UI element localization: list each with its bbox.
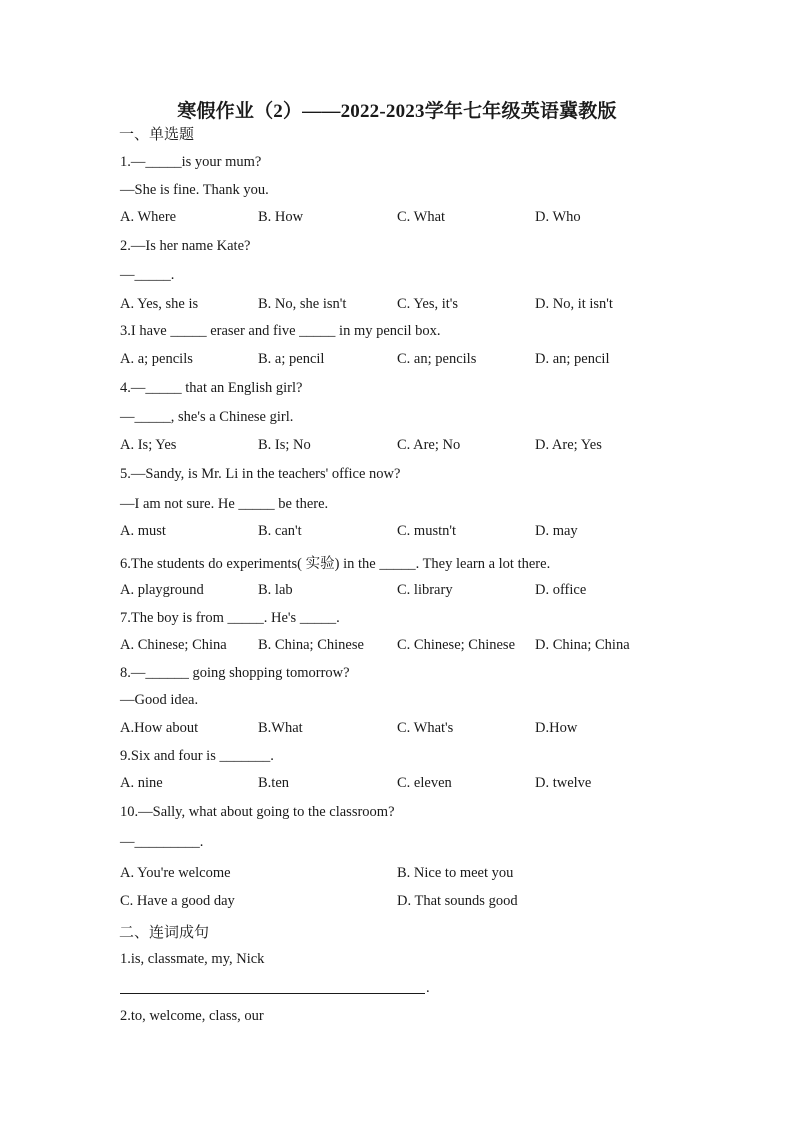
question-3-line-1: 3.I have _____ eraser and five _____ in my pencil box. (120, 323, 441, 339)
question-10-option-c[interactable]: C. Have a good day (120, 893, 235, 909)
question-5-option-a[interactable]: A. must (120, 523, 166, 539)
question-10-option-d[interactable]: D. That sounds good (397, 893, 518, 909)
question-1-option-b[interactable]: B. How (258, 209, 304, 225)
question-4-option-d[interactable]: D. Are; Yes (535, 437, 602, 453)
question-8-option-d[interactable]: D.How (535, 720, 578, 736)
question-1-option-d[interactable]: D. Who (535, 209, 581, 225)
answer-end-mark: . (426, 980, 430, 996)
question-9-option-d[interactable]: D. twelve (535, 775, 592, 791)
question-10-option-b[interactable]: B. Nice to meet you (397, 865, 514, 881)
question-5-option-b[interactable]: B. can't (258, 523, 302, 539)
question-8-option-a[interactable]: A.How about (120, 720, 199, 736)
question-10-option-a[interactable]: A. You're welcome (120, 865, 231, 881)
question-2-option-c[interactable]: C. Yes, it's (397, 296, 459, 312)
question-8-option-c[interactable]: C. What's (397, 720, 454, 736)
question-4-option-c[interactable]: C. Are; No (397, 437, 461, 453)
question-6-option-c[interactable]: C. library (397, 582, 453, 598)
question-2-option-b[interactable]: B. No, she isn't (258, 296, 347, 312)
answer-blank-line-1[interactable] (120, 993, 425, 994)
section-heading-sentence-building: 二、连词成句 (119, 925, 210, 941)
question-7-option-c[interactable]: C. Chinese; Chinese (397, 637, 516, 653)
question-2-line-2: —_____. (120, 267, 175, 283)
question-9-option-b[interactable]: B.ten (258, 775, 290, 791)
question-1-line-2: —She is fine. Thank you. (120, 182, 269, 198)
question-5-line-1: 5.—Sandy, is Mr. Li in the teachers' office now? (120, 466, 401, 482)
question-6-option-a[interactable]: A. playground (120, 582, 204, 598)
question-5-line-2: —I am not sure. He _____ be there. (120, 496, 329, 512)
question-8-line-2: —Good idea. (120, 692, 199, 708)
question-1-line-1: 1.—_____is your mum? (120, 154, 262, 170)
question-4-option-b[interactable]: B. Is; No (258, 437, 311, 453)
sentence-item-2: 2.to, welcome, class, our (120, 1008, 264, 1024)
question-7-option-b[interactable]: B. China; Chinese (258, 637, 364, 653)
question-7-option-d[interactable]: D. China; China (535, 637, 630, 653)
question-2-option-a[interactable]: A. Yes, she is (120, 296, 199, 312)
question-4-option-a[interactable]: A. Is; Yes (120, 437, 177, 453)
question-8-option-b[interactable]: B.What (258, 720, 303, 736)
question-10-line-1: 10.—Sally, what about going to the classroom? (120, 804, 395, 820)
question-6-option-d[interactable]: D. office (535, 582, 587, 598)
question-3-option-c[interactable]: C. an; pencils (397, 351, 477, 367)
question-9-line-1: 9.Six and four is _______. (120, 748, 274, 764)
question-2-option-d[interactable]: D. No, it isn't (535, 296, 613, 312)
page-title: 寒假作业（2）——2022-2023学年七年级英语冀教版 (177, 101, 617, 122)
section-heading-single-choice: 一、单选题 (119, 127, 195, 143)
question-9-option-a[interactable]: A. nine (120, 775, 163, 791)
question-2-line-1: 2.—Is her name Kate? (120, 238, 251, 254)
question-1-option-c[interactable]: C. What (397, 209, 446, 225)
question-4-line-1: 4.—_____ that an English girl? (120, 380, 303, 396)
question-3-option-a[interactable]: A. a; pencils (120, 351, 193, 367)
question-3-option-d[interactable]: D. an; pencil (535, 351, 610, 367)
question-10-line-2: —_________. (120, 834, 204, 850)
sentence-item-1: 1.is, classmate, my, Nick (120, 951, 265, 967)
question-8-line-1: 8.—______ going shopping tomorrow? (120, 665, 350, 681)
question-1-option-a[interactable]: A. Where (120, 209, 177, 225)
question-7-line-1: 7.The boy is from _____. He's _____. (120, 610, 340, 626)
question-5-option-d[interactable]: D. may (535, 523, 578, 539)
question-3-option-b[interactable]: B. a; pencil (258, 351, 325, 367)
question-4-line-2: —_____, she's a Chinese girl. (120, 409, 294, 425)
question-6-option-b[interactable]: B. lab (258, 582, 293, 598)
question-7-option-a[interactable]: A. Chinese; China (120, 637, 227, 653)
question-6-line-1: 6.The students do experiments( 实验) in the _____. They learn a lot there. (120, 556, 551, 572)
question-5-option-c[interactable]: C. mustn't (397, 523, 457, 539)
question-9-option-c[interactable]: C. eleven (397, 775, 452, 791)
